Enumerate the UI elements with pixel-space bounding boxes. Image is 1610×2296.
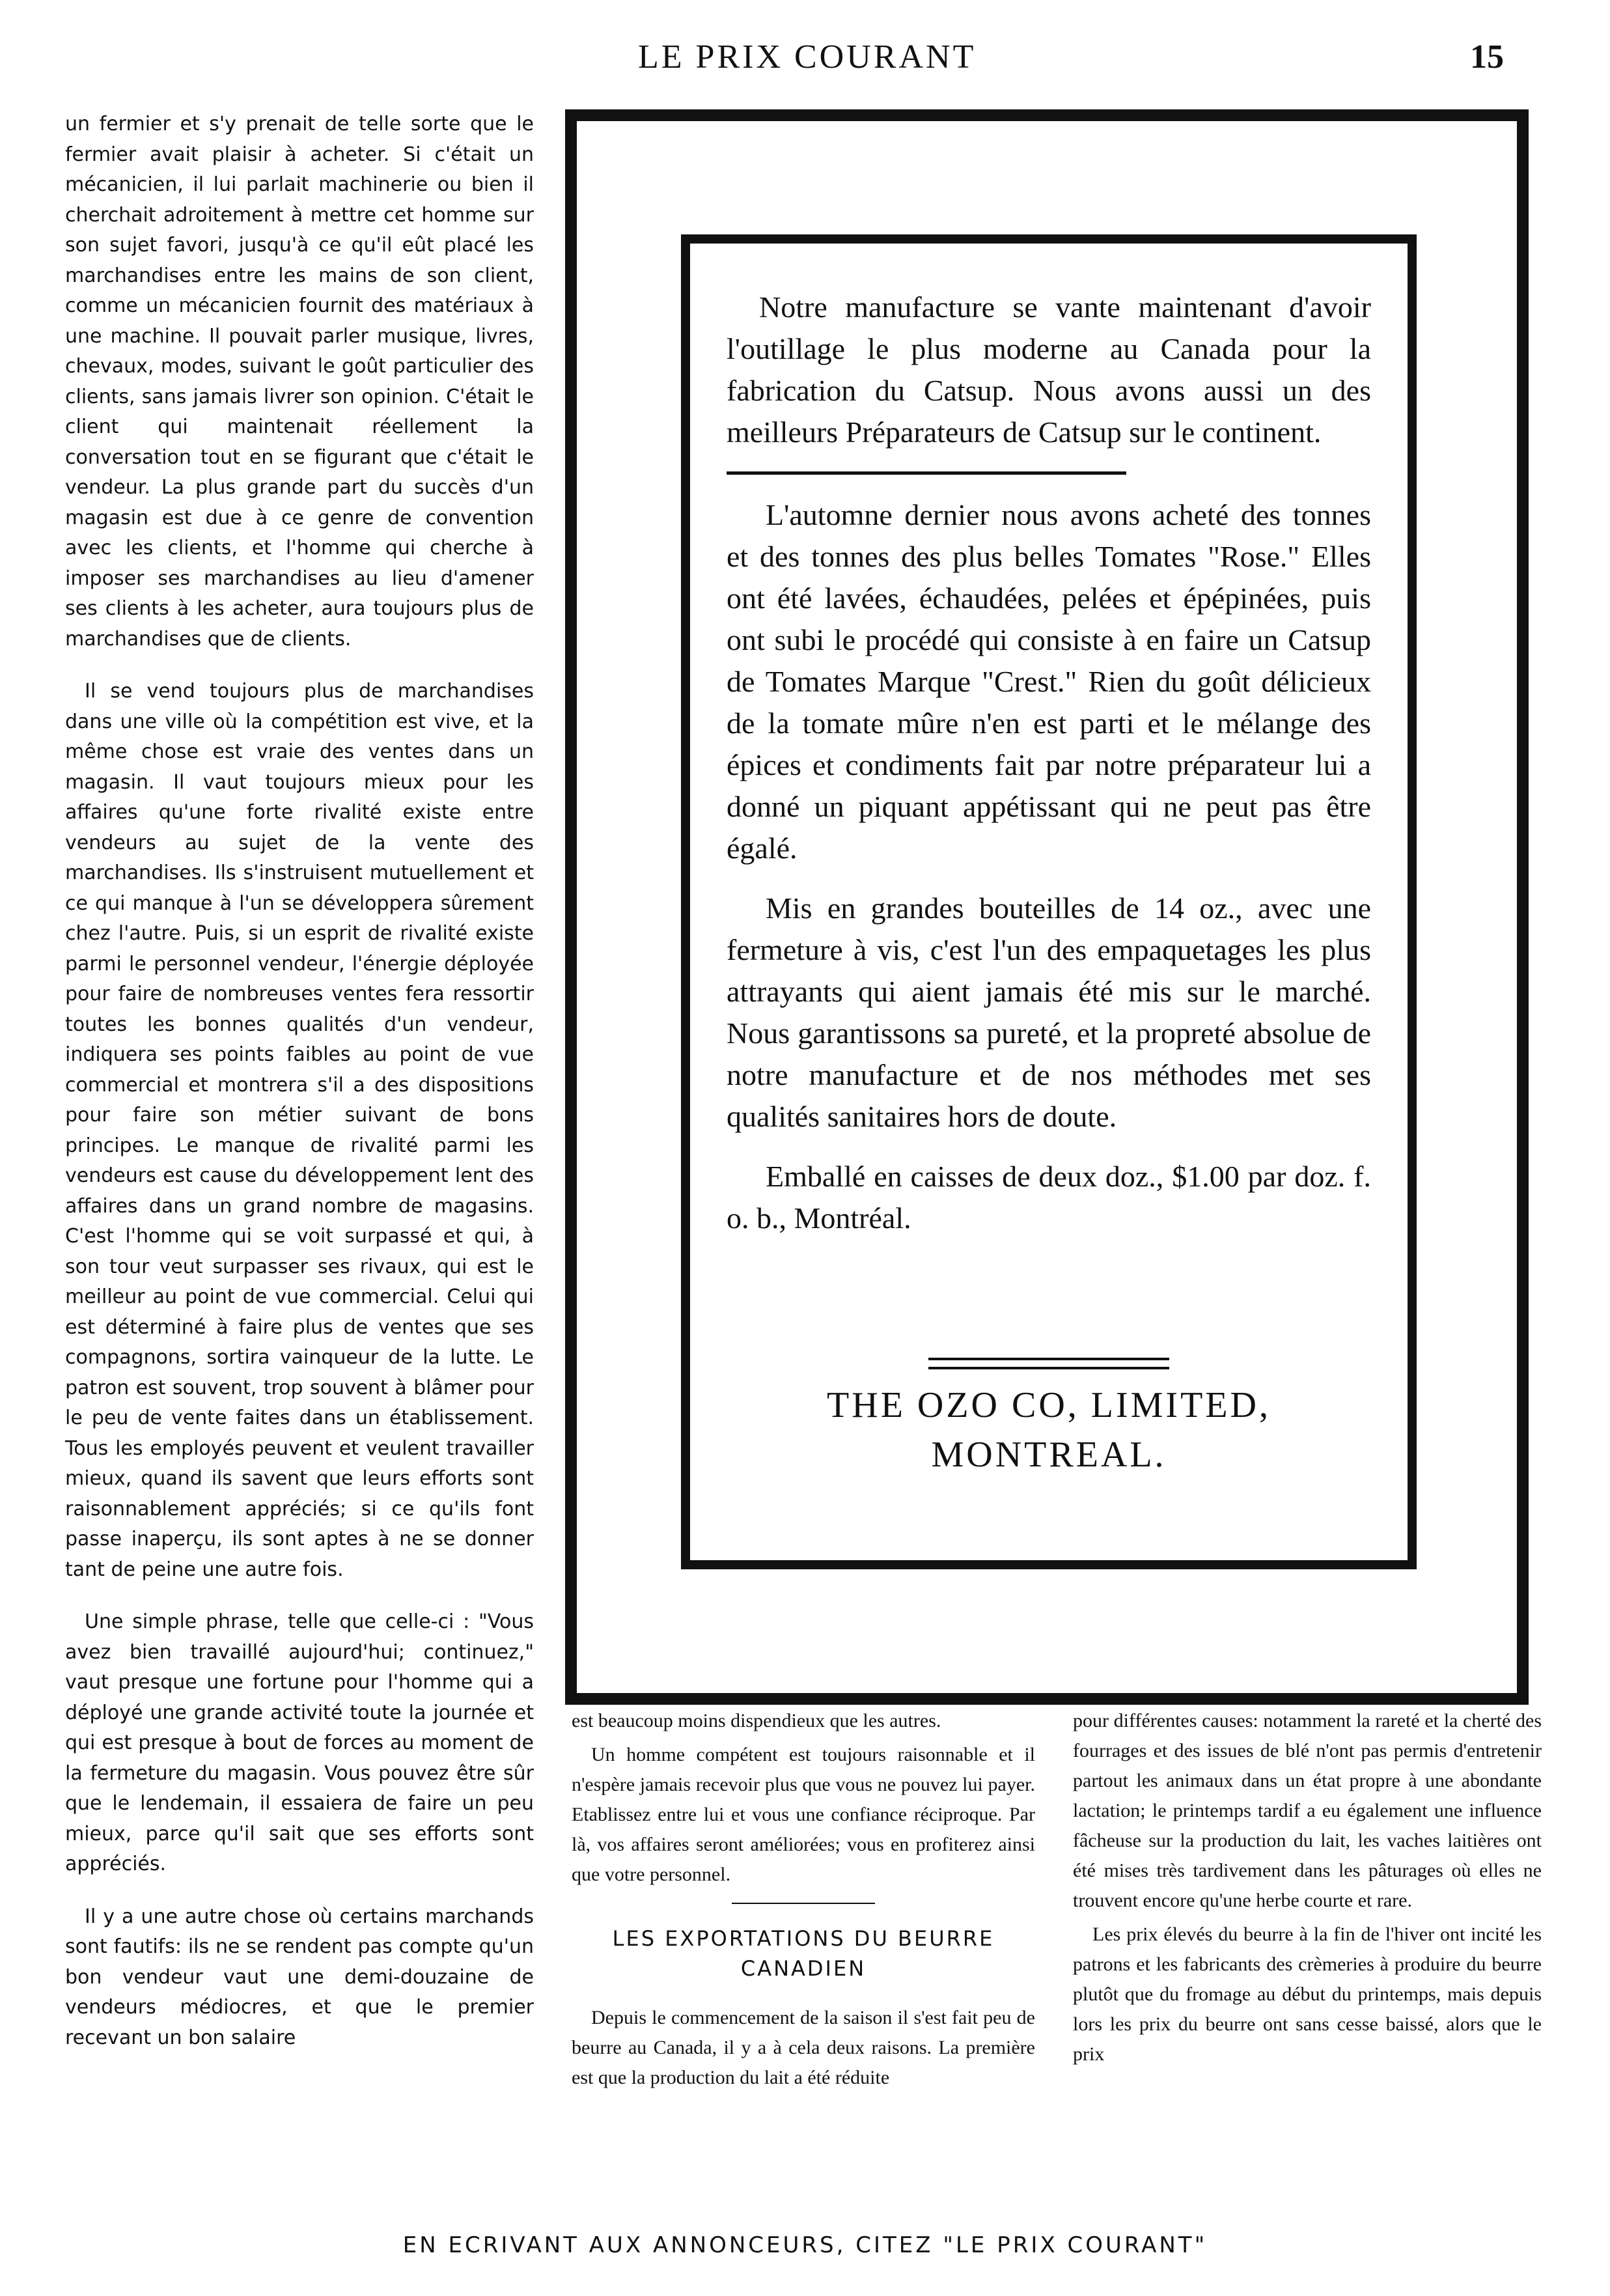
page-header	[0, 34, 1610, 86]
advertisement-body	[727, 287, 1371, 1257]
section-heading: LES EXPORTATIONS DU BEURRE CANADIEN	[612, 1926, 995, 1981]
ad-paragraph-4: Emballé en caisses de deux doz., $1.00 par doz. f. o. b., Montréal.	[727, 1160, 1371, 1235]
left-paragraph-4: Il y a une autre chose où certains marchands sont fautifs: ils ne se rendent pas compte qu'un bon vendeur vaut une demi-douzaine de vendeurs médiocres, et que le premier recevant un bon salaire	[65, 1905, 534, 2049]
right-paragraph-2: Les prix élevés du beurre à la fin de l'hiver ont incité les patrons et les fabricants des crèmeries à produire du beurre plutôt que du fromage au début du printemps, mais depuis lors les prix du beurre ont sans cesse baissé, alors que le prix	[1073, 1924, 1542, 2065]
left-paragraph-3: Une simple phrase, telle que celle-ci : "Vous avez bien travaillé aujourd'hui; continuez," vaut presque une fortune pour l'homme qui a déployé une grande activité toute la journée et qui est presque à bout de forces au moment de la fermeture du magasin. Vous pouvez être sûr que le lendemain, il essaiera de faire un peu mieux, parce qu'il sait que ses efforts sont appréciés.	[65, 1610, 534, 1875]
ad-paragraph-1: Notre manufacture se vante maintenant d'avoir l'outillage le plus moderne au Canada pour la fabrication du Catsup. Nous avons aussi un des meilleurs Préparateurs de Catsup sur le continent.	[727, 290, 1371, 449]
advertiser-name: THE OZO CO, LIMITED,	[827, 1385, 1271, 1425]
publication-title: LE PRIX COURANT	[638, 38, 977, 76]
left-paragraph-1: un fermier et s'y prenait de telle sorte que le fermier avait plaisir à acheter. Si c'était un mécanicien, il lui parlait machinerie ou bien il cherchait adroitement à mettre cet homme sur son sujet favori, jusqu'à ce qu'il eût placé les marchandises entre les mains de son client, comme un mécanicien fournit des matériaux à une machine. Il pouvait parler musique, livres, chevaux, modes, suivant le goût particulier des clients, sans jamais livrer son opinion. C'était le client qui maintenait réellement la conversation tout en se figurant que c'était le vendeur. La plus grande part du succès d'un magasin est due à ce genre de convention avec les clients, et l'homme qui cherche à imposer ses marchandises au lieu d'amener ses clients à les acheter, aura toujours plus de marchandises que de clients.	[65, 113, 534, 651]
advertiser-city: MONTREAL.	[931, 1435, 1167, 1475]
left-paragraph-2: Il se vend toujours plus de marchandises dans une ville où la compétition est vive, et la même chose est vraie des ventes dans un magasin. Il vaut toujours mieux pour les affaires qu'une forte rivalité existe entre vendeurs au sujet de la vente des marchandises. Ils s'instruisent mutuellement et ce qui manque à l'un se développera sûrement chez l'autre. Puis, si un esprit de rivalité existe parmi le personnel vendeur, l'énergie déployée pour faire de nombreuses ventes fera ressortir toutes les bonnes qualités d'un vendeur, indiquera ses points faibles au point de vue commercial et montrera s'il a des dispositions pour faire son métier suivant de bons principes. Le manque de rivalité parmi les vendeurs est cause du développement lent des affaires dans un grand nombre de magasins. C'est l'homme qui se voit surpassé et qui, à son tour veut surpasser ses rivaux, qui est le meilleur au point de vue commercial. Celui qui est déterminé à faire plus de ventes que ses compagnons, sortira vainqueur de la lutte. Le patron est souvent, trop souvent à blâmer pour le peu de vente faites dans un établissement. Tous les employés peuvent et veulent travailler mieux, quand ils savent que leurs efforts sont raisonnablement appréciés; si ce qu'ils font passe inaperçu, ils sont aptes à ne se donner tant de peine une autre fois.	[65, 680, 534, 1581]
mid-paragraph-2: Un homme compétent est toujours raisonnable et il n'espère jamais recevoir plus que vous ne pouvez lui payer. Etablissez entre lui et vous une confiance réciproque. Par là, vos affaires seront améliorées; vous en profiterez ainsi que votre personnel.	[572, 1744, 1035, 1885]
mid-paragraph-3: Depuis le commencement de la saison il s'est fait peu de beurre au Canada, il y a à cela deux raisons. La première est que la production du lait a été réduite	[572, 2007, 1035, 2088]
mid-paragraph-1: est beaucoup moins dispendieux que les autres.	[572, 1710, 941, 1731]
advertiser-signature	[681, 1380, 1417, 1479]
ad-paragraph-3: Mis en grandes bouteilles de 14 oz., avec une fermeture à vis, c'est l'un des empaquetages les plus attrayants qui aient jamais été mis sur le marché. Nous garantissons sa pureté, et la propreté absolue de notre manufacture et de nos méthodes met ses qualités sanitaires hors de doute.	[727, 891, 1371, 1133]
ad-underline-rule	[727, 471, 1126, 475]
right-column	[1073, 1706, 1542, 2073]
section-divider	[732, 1903, 875, 1904]
right-paragraph-1: pour différentes causes: notamment la rareté et la cherté des fourrages et des issues de blé n'ont pas permis d'entretenir partout les animaux dans un état propre à une abondante lactation; le printemps tardif a eu également une influence fâcheuse sur la production du lait, les vaches laitières ont été mises très tardivement dans les pâturages où elles ne trouvent encore qu'une herbe courte et rare.	[1073, 1710, 1542, 1911]
left-column	[65, 109, 534, 2075]
ad-paragraph-2: L'automne dernier nous avons acheté des tonnes et des tonnes des plus belles Tomates "Rose." Elles ont été lavées, échaudées, pelées et épépinées, puis ont subi le procédé qui consiste à en faire un Catsup de Tomates Marque "Crest." Rien du goût délicieux de la tomate mûre n'en est parti et le mélange des épices et condiments fait par notre préparateur lui a donné un piquant appétissant qui ne peut pas être égalé.	[727, 498, 1371, 865]
ad-double-rule	[928, 1358, 1169, 1369]
page-footer: EN ECRIVANT AUX ANNONCEURS, CITEZ "LE PRIX COURANT"	[402, 2232, 1208, 2258]
middle-column	[572, 1706, 1035, 2097]
page-number: 15	[1470, 38, 1504, 76]
